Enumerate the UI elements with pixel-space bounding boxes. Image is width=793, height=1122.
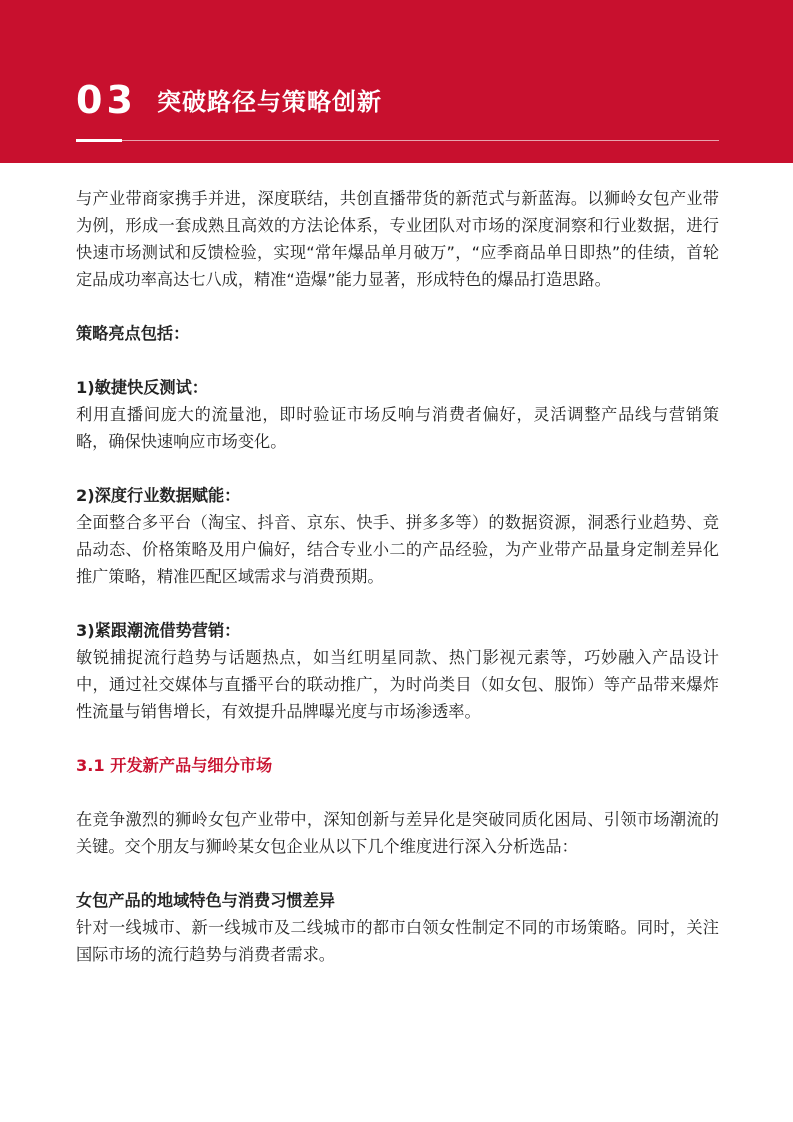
strategy-body: 全面整合多平台（淘宝、抖音、京东、快手、拼多多等）的数据资源，洞悉行业趋势、竞品动态、价格策略及用户偏好，结合专业小二的产品经验，为产业带产品量身定制差异化推广策略，精准匹配区域需求与消费预期。 (76, 513, 719, 586)
intro-paragraph: 与产业带商家携手并进，深度联结，共创直播带货的新范式与新蓝海。以狮岭女包产业带为例，形成一套成熟且高效的方法论体系，专业团队对市场的深度洞察和行业数据，进行快速市场测试和反馈检验，实现“常年爆品单月破万”，“应季商品单日即热”的佳绩，首轮定品成功率高达七八成，精准“造爆”能力显著，形成特色的爆品打造思路。 (76, 189, 719, 289)
point-title: 女包产品的地域特色与消费习惯差异 (76, 891, 335, 910)
strategy-body: 利用直播间庞大的流量池，即时验证市场反响与消费者偏好，灵活调整产品线与营销策略，确保快速响应市场变化。 (76, 405, 719, 451)
subsection-heading: 3.1 开发新产品与细分市场 (76, 756, 273, 775)
strategy-body: 敏锐捕捉流行趋势与话题热点，如当红明星同款、热门影视元素等，巧妙融入产品设计中，通过社交媒体与直播平台的联动推广，为时尚类目（如女包、服饰）等产品带来爆炸性流量与销售增长，有效提升品牌曝光度与市场渗透率。 (76, 648, 719, 721)
point-body: 针对一线城市、新一线城市及二线城市的都市白领女性制定不同的市场策略。同时，关注国际市场的流行趋势与消费者需求。 (76, 918, 719, 964)
strategy-title: 3)紧跟潮流借势营销： (76, 621, 241, 640)
strategy-title: 2)深度行业数据赋能： (76, 486, 241, 505)
section-number: 03 (76, 78, 137, 122)
section-title: 突破路径与策略创新 (157, 88, 382, 116)
highlights-heading: 策略亮点包括： (76, 324, 190, 343)
header-band (0, 0, 793, 163)
page-content (76, 185, 719, 968)
strategy-title: 1)敏捷快反测试： (76, 378, 208, 397)
header-divider-accent (76, 139, 122, 142)
subsection-intro: 在竞争激烈的狮岭女包产业带中，深知创新与差异化是突破同质化困局、引领市场潮流的关键。交个朋友与狮岭某女包企业从以下几个维度进行深入分析选品： (76, 810, 719, 856)
header-divider (76, 140, 719, 141)
